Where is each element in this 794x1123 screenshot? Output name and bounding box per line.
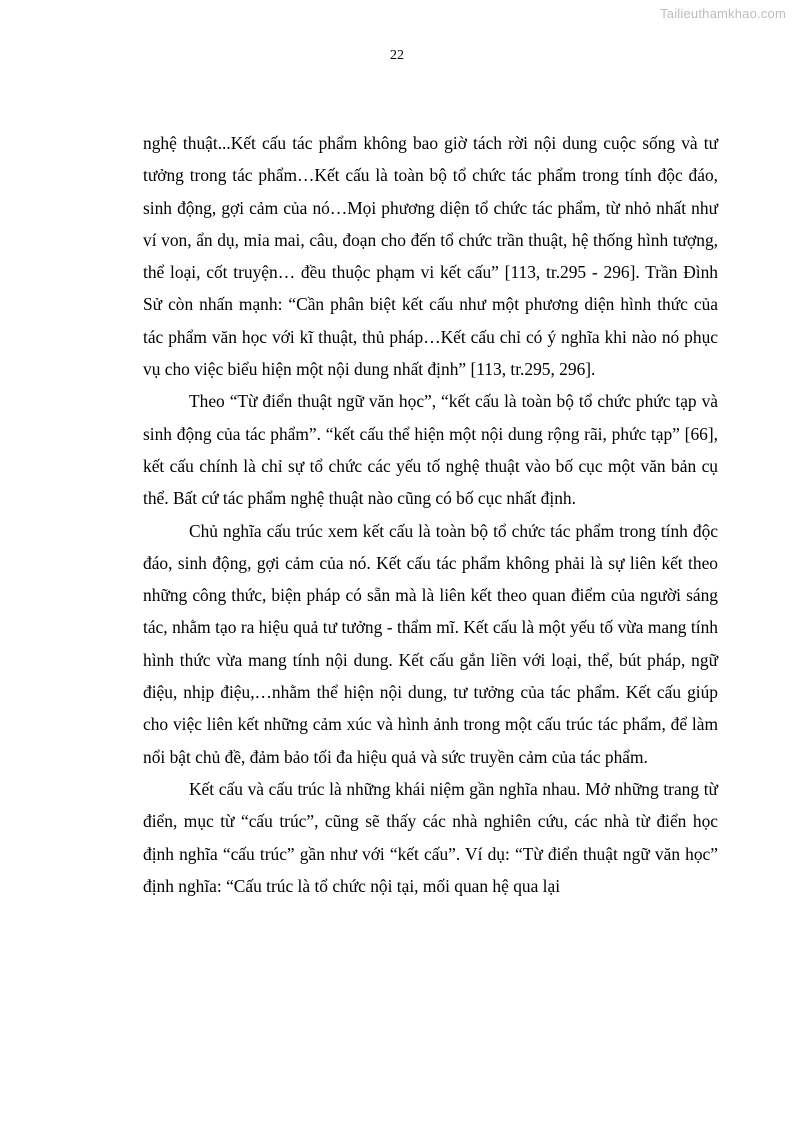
- watermark: Tailieuthamkhao.com: [660, 6, 786, 21]
- paragraph-2: Theo “Từ điển thuật ngữ văn học”, “kết cấu là toàn bộ tổ chức phức tạp và sinh động của tác phẩm”. “kết cấu thể hiện một nội dung rộng rãi, phức tạp” [66], kết cấu chính là chỉ sự tổ chức các yếu tố nghệ thuật vào bố cục một văn bản cụ thể. Bất cứ tác phẩm nghệ thuật nào cũng có bố cục nhất định.: [143, 391, 718, 509]
- page-number: 22: [390, 48, 404, 63]
- paragraph-4: Kết cấu và cấu trúc là những khái niệm gần nghĩa nhau. Mở những trang từ điển, mục từ “cấu trúc”, cũng sẽ thấy các nhà nghiên cứu, các nhà từ điển học định nghĩa “cấu trúc” gần như với “kết cấu”. Ví dụ: “Từ điển thuật ngữ văn học” định nghĩa: “Cấu trúc là tổ chức nội tại, mối quan hệ qua lại: [143, 778, 718, 896]
- paragraph-3: Chủ nghĩa cấu trúc xem kết cấu là toàn bộ tổ chức tác phẩm trong tính độc đáo, sinh động, gợi cảm của nó. Kết cấu tác phẩm không phải là sự liên kết theo những công thức, biện pháp có sẵn mà là liên kết theo quan điểm của người sáng tác, nhằm tạo ra hiệu quả tư tưởng - thẩm mĩ. Kết cấu là một yếu tố vừa mang tính hình thức vừa mang tính nội dung. Kết cấu gắn liền với loại, thể, bút pháp, ngữ điệu, nhịp điệu,…nhằm thể hiện nội dung, tư tưởng của tác phẩm. Kết cấu giúp cho việc liên kết những cảm xúc và hình ảnh trong một cấu trúc tác phẩm, để làm nổi bật chủ đề, đảm bảo tối đa hiệu quả và sức truyền cảm của tác phẩm.: [143, 520, 718, 767]
- paragraph-1: nghệ thuật...Kết cấu tác phẩm không bao giờ tách rời nội dung cuộc sống và tư tưởng trong tác phẩm…Kết cấu là toàn bộ tổ chức tác phẩm trong tính độc đáo, sinh động, gợi cảm của nó…Mọi phương diện tổ chức tác phẩm, từ nhỏ nhất như ví von, ẩn dụ, mỉa mai, câu, đoạn cho đến tổ chức trần thuật, hệ thống hình tượng, thể loại, cốt truyện… đều thuộc phạm vi kết cấu” [113, tr.295 - 296]. Trần Đình Sử còn nhấn mạnh: “Cần phân biệt kết cấu như một phương diện hình thức của tác phẩm văn học với kĩ thuật, thủ pháp…Kết cấu chỉ có ý nghĩa khi nào nó phục vụ cho việc biểu hiện một nội dung nhất định” [113, tr.295, 296].: [143, 133, 718, 380]
- document-body: [143, 127, 718, 902]
